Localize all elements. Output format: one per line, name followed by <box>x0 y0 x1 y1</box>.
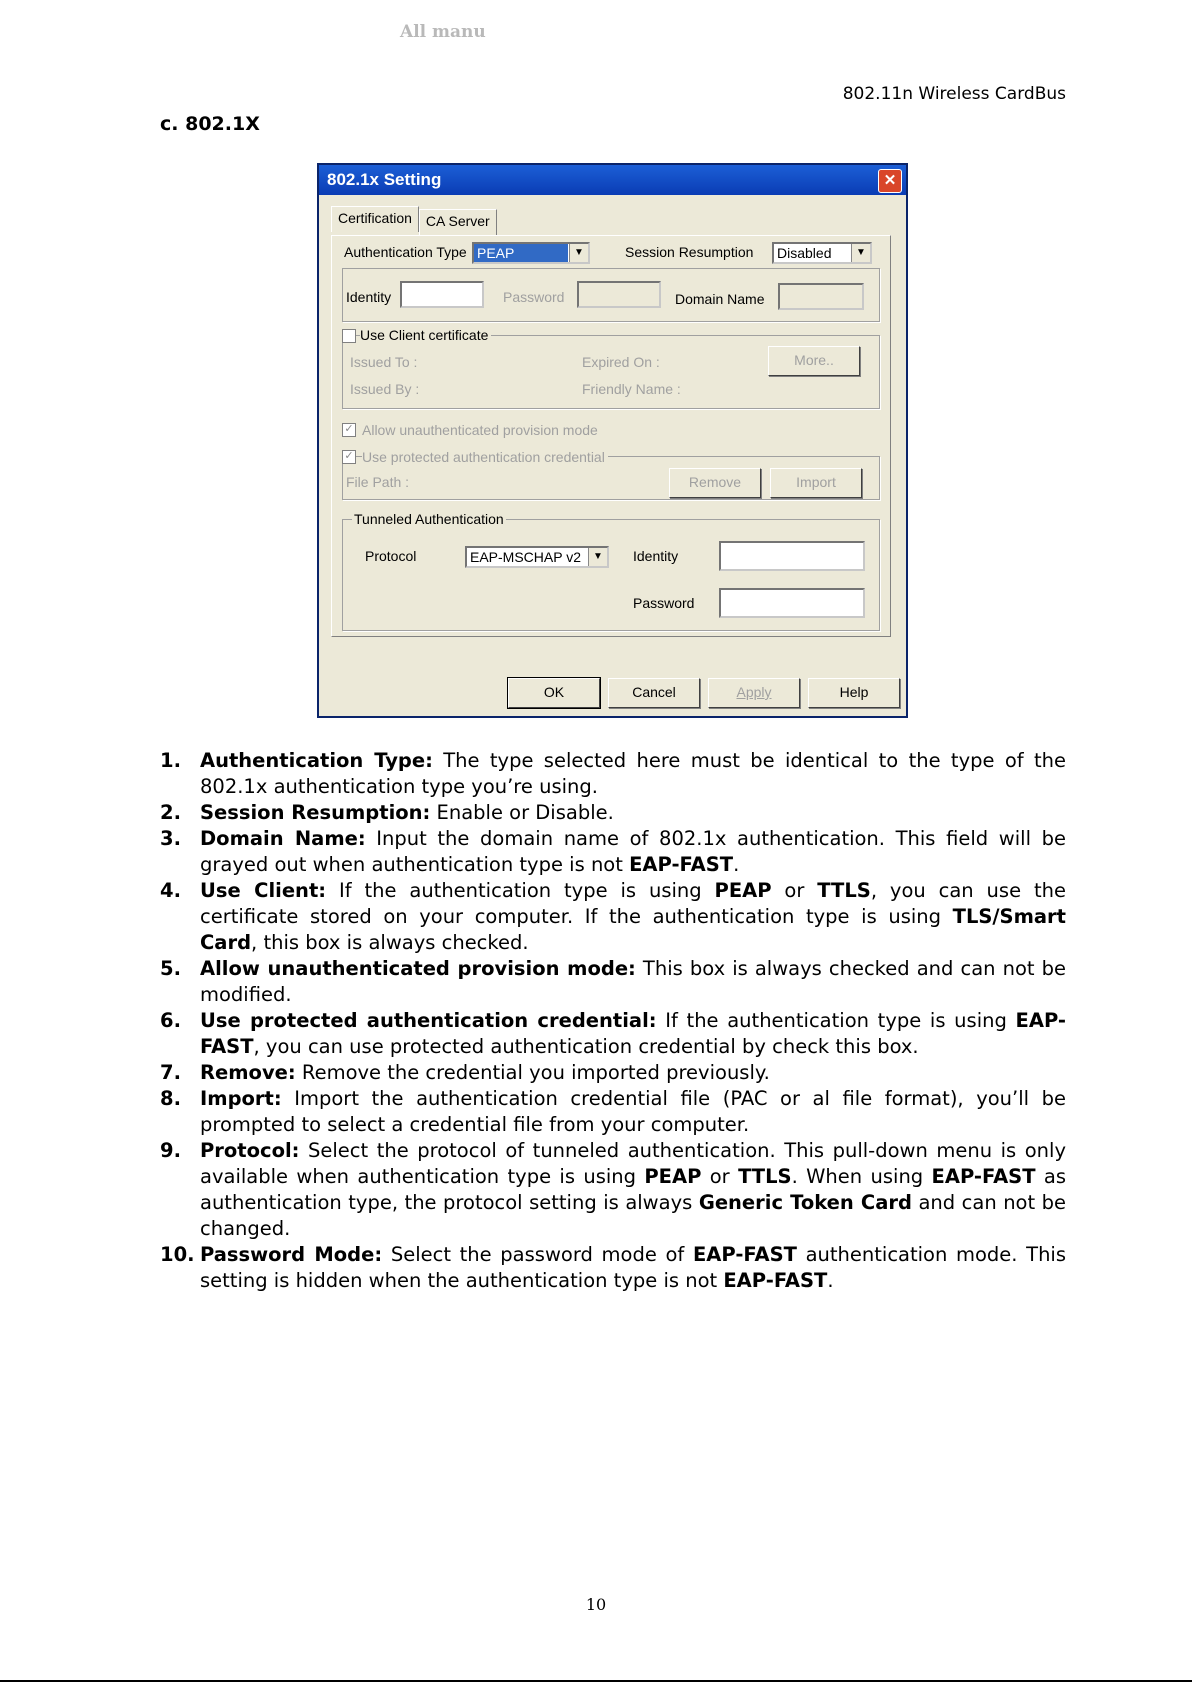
tunnel-identity-input[interactable] <box>719 541 865 571</box>
list-item-number: 2. <box>160 801 181 824</box>
page-number: 10 <box>585 1595 607 1614</box>
tunnel-identity-label: Identity <box>633 548 679 564</box>
list-item-number: 10. <box>160 1243 195 1266</box>
list-item <box>160 826 1066 878</box>
list-item-text: Import the authentication credential file (PAC or al file format), you’ll be prompted to select a credential file from your computer. <box>200 1087 1066 1136</box>
protocol-select[interactable] <box>465 546 609 568</box>
use-client-cert-label: Use Client certificate <box>360 327 491 343</box>
list-item-term: Password Mode: <box>200 1243 383 1266</box>
help-button[interactable]: Help <box>808 678 900 708</box>
list-item-keyword: EAP-FAST <box>692 1243 797 1266</box>
list-item-text: Enable or Disable. <box>430 801 614 824</box>
password-input[interactable] <box>577 281 661 308</box>
list-item-text: , this box is always checked. <box>251 931 529 954</box>
list-item <box>160 1242 1066 1294</box>
list-item-number: 8. <box>160 1087 181 1110</box>
list-item-text: . When using <box>791 1165 932 1188</box>
list-item-keyword: TLS/Smart Card <box>200 905 1066 954</box>
tab-strip <box>331 209 497 235</box>
list-item-term: Session Resumption: <box>200 801 431 824</box>
section-title: c. 802.1X <box>160 113 260 135</box>
list-item-text: Select the password mode of <box>382 1243 693 1266</box>
list-item-text: or <box>701 1165 739 1188</box>
list-item <box>160 800 1066 826</box>
session-resumption-select[interactable] <box>772 242 872 264</box>
list-item-term: Use protected authentication credential: <box>200 1009 657 1032</box>
list-item-keyword: EAP-FAST <box>723 1269 828 1292</box>
list-item <box>160 1138 1066 1242</box>
dialog-title: 802.1x Setting <box>327 170 442 189</box>
list-item <box>160 748 1066 800</box>
use-protected-label: Use protected authentication credential <box>362 449 608 465</box>
cancel-button[interactable]: Cancel <box>608 678 700 708</box>
protocol-label: Protocol <box>365 548 417 564</box>
list-item-text: , you can use the certificate stored on your computer. If the authentication type is using <box>200 879 1066 928</box>
ok-button[interactable]: OK <box>508 678 600 708</box>
domain-name-label: Domain Name <box>675 291 765 307</box>
list-item-text: . <box>733 853 740 876</box>
list-item-number: 4. <box>160 879 181 902</box>
list-item-term: Authentication Type: <box>200 749 433 772</box>
expired-on-label: Expired On : <box>582 354 660 370</box>
list-item-text: . <box>827 1269 834 1292</box>
session-resumption-label: Session Resumption <box>625 244 754 260</box>
chevron-down-icon: ▼ <box>851 244 870 262</box>
list-item-text: Remove the credential you imported previously. <box>295 1061 770 1084</box>
list-item-text: , you can use protected authentication credential by check this box. <box>253 1035 919 1058</box>
auth-type-select[interactable] <box>472 242 590 264</box>
password-label: Password <box>503 289 565 305</box>
list-item-text: If the authentication type is using <box>326 879 715 902</box>
auth-type-value: PEAP <box>474 244 568 262</box>
use-protected-checkbox[interactable]: ✓ <box>342 450 356 464</box>
tab-ca-server[interactable]: CA Server <box>419 209 497 235</box>
identity-label: Identity <box>346 289 392 305</box>
issued-by-label: Issued By : <box>350 381 420 397</box>
list-item-number: 6. <box>160 1009 181 1032</box>
list-item-keyword: TTLS <box>738 1165 792 1188</box>
issued-to-label: Issued To : <box>350 354 418 370</box>
domain-name-input[interactable] <box>778 283 864 310</box>
list-item-text: Input the domain name of 802.1x authentication. This field will be grayed out when authentication type is not <box>200 827 1066 876</box>
list-item-term: Import: <box>200 1087 282 1110</box>
use-client-cert-checkbox[interactable] <box>342 329 356 343</box>
list-item-keyword: EAP-FAST <box>931 1165 1036 1188</box>
list-item-term: Remove: <box>200 1061 296 1084</box>
list-item <box>160 1008 1066 1060</box>
tab-certification[interactable]: Certification <box>331 206 419 232</box>
dot1x-setting-dialog <box>317 163 908 718</box>
chevron-down-icon: ▼ <box>588 548 607 566</box>
list-item-text: The type selected here must be identical to the type of the 802.1x authentication type you’re using. <box>200 749 1066 798</box>
list-item-keyword: Generic Token Card <box>698 1191 912 1214</box>
list-item-text: Select the protocol of tunneled authentication. This pull-down menu is only available when authentication type is using <box>200 1139 1066 1188</box>
list-item <box>160 956 1066 1008</box>
watermark: All manu <box>400 22 486 42</box>
session-resumption-value: Disabled <box>777 245 832 261</box>
list-item <box>160 878 1066 956</box>
allow-unauth-checkbox[interactable]: ✓ <box>342 423 356 437</box>
list-item-keyword: PEAP <box>644 1165 702 1188</box>
protocol-value: EAP-MSCHAP v2 <box>470 549 581 565</box>
import-button[interactable]: Import <box>770 468 862 498</box>
tunnel-password-input[interactable] <box>719 588 865 618</box>
list-item-keyword: PEAP <box>714 879 772 902</box>
tunneled-auth-label: Tunneled Authentication <box>354 511 504 527</box>
list-item-text: This box is always checked and can not be modified. <box>200 957 1066 1006</box>
list-item-term: Domain Name: <box>200 827 366 850</box>
list-item-text: If the authentication type is using <box>656 1009 1016 1032</box>
list-item-text: and can not be changed. <box>200 1191 1067 1240</box>
file-path-label: File Path : <box>346 474 410 490</box>
remove-button[interactable]: Remove <box>669 468 761 498</box>
auth-type-label: Authentication Type <box>344 244 467 260</box>
apply-button[interactable]: Apply <box>708 678 800 708</box>
list-item-term: Use Client: <box>200 879 327 902</box>
allow-unauth-label: Allow unauthenticated provision mode <box>362 422 598 438</box>
list-item-number: 7. <box>160 1061 181 1084</box>
list-item-text: or <box>771 879 818 902</box>
list-item-keyword: EAP-FAST <box>629 853 734 876</box>
list-item-number: 5. <box>160 957 181 980</box>
bottom-rule <box>0 1680 1192 1682</box>
tunnel-password-label: Password <box>633 595 695 611</box>
identity-input[interactable] <box>400 281 484 308</box>
chevron-down-icon: ▼ <box>569 244 588 262</box>
list-item-number: 1. <box>160 749 181 772</box>
dialog-titlebar <box>319 165 906 195</box>
list-item-text: as authentication type, the protocol setting is always <box>200 1165 1066 1214</box>
list-item-term: Allow unauthenticated provision mode: <box>200 957 636 980</box>
friendly-name-label: Friendly Name : <box>582 381 681 397</box>
more-button[interactable]: More.. <box>768 346 860 376</box>
certification-panel <box>331 235 891 637</box>
close-icon[interactable]: ✕ <box>878 169 902 193</box>
list-item-keyword: EAP-FAST <box>200 1009 1067 1058</box>
list-item-term: Protocol: <box>200 1139 300 1162</box>
list-item-number: 3. <box>160 827 181 850</box>
list-item-keyword: TTLS <box>817 879 871 902</box>
list-item-number: 9. <box>160 1139 181 1162</box>
list-item <box>160 1060 1066 1086</box>
product-header: 802.11n Wireless CardBus <box>842 84 1066 104</box>
list-item <box>160 1086 1066 1138</box>
list-item-text: authentication mode. This setting is hidden when the authentication type is not <box>200 1243 1067 1292</box>
explanation-list <box>160 748 1066 1294</box>
